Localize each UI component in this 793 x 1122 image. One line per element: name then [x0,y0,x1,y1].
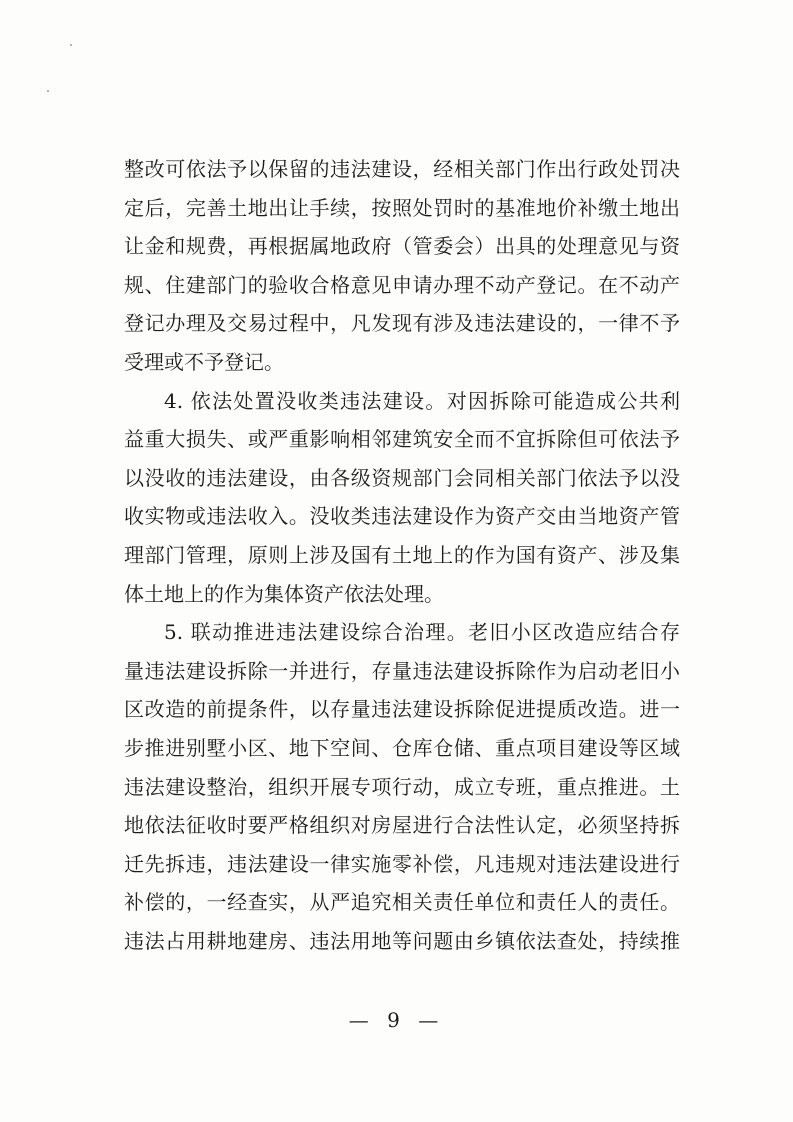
text-line: 步推进别墅小区、地下空间、仓库仓储、重点项目建设等区域 [124,735,680,760]
text-line: 4. 依法处置没收类违法建设。对因拆除可能造成公共利 [164,388,680,413]
text-line: 让金和规费，再根据属地政府（管委会）出具的处理意见与资 [124,234,680,259]
text-line: 受理或不予登记。 [124,349,284,374]
text-line: 违法建设整治，组织开展专项行动，成立专班，重点推进。土 [124,774,680,799]
text-line: 规、住建部门的验收合格意见申请办理不动产登记。在不动产 [124,272,680,297]
text-line: 体土地上的作为集体资产依法处理。 [124,581,444,606]
text-line: 迁先拆违，违法建设一律实施零补偿，凡违规对违法建设进行 [124,851,680,876]
scan-speck [70,44,72,46]
text-line: 以没收的违法建设，由各级资规部门会同相关部门依法予以没 [124,465,680,490]
text-line: 补偿的，一经查实，从严追究相关责任单位和责任人的责任。 [124,890,680,915]
text-line: 理部门管理，原则上涉及国有土地上的作为国有资产、涉及集 [124,542,680,567]
text-line: 收实物或违法收入。没收类违法建设作为资产交由当地资产管 [124,504,680,529]
text-line: 区改造的前提条件，以存量违法建设拆除促进提质改造。进一 [124,697,680,722]
paragraph-continuation [124,150,680,382]
paragraph-item-4 [124,382,680,614]
page-number: — 9 — [348,1008,445,1032]
text-line: 量违法建设拆除一并进行，存量违法建设拆除作为启动老旧小 [124,658,680,683]
body-text [124,150,680,960]
text-line: 地依法征收时要严格组织对房屋进行合法性认定，必须坚持拆 [124,813,680,838]
text-line: 登记办理及交易过程中，凡发现有涉及违法建设的，一律不予 [124,311,680,336]
text-line: 益重大损失、或严重影响相邻建筑安全而不宜拆除但可依法予 [124,427,680,452]
text-line: 整改可依法予以保留的违法建设，经相关部门作出行政处罚决 [124,157,680,181]
text-line: 定后，完善土地出让手续，按照处罚时的基准地价补缴土地出 [124,195,680,220]
paragraph-item-5 [124,613,680,960]
text-line: 违法占用耕地建房、违法用地等问题由乡镇依法查处，持续推 [124,928,680,953]
scan-speck [47,90,49,92]
text-line: 5. 联动推进违法建设综合治理。老旧小区改造应结合存 [164,620,680,645]
